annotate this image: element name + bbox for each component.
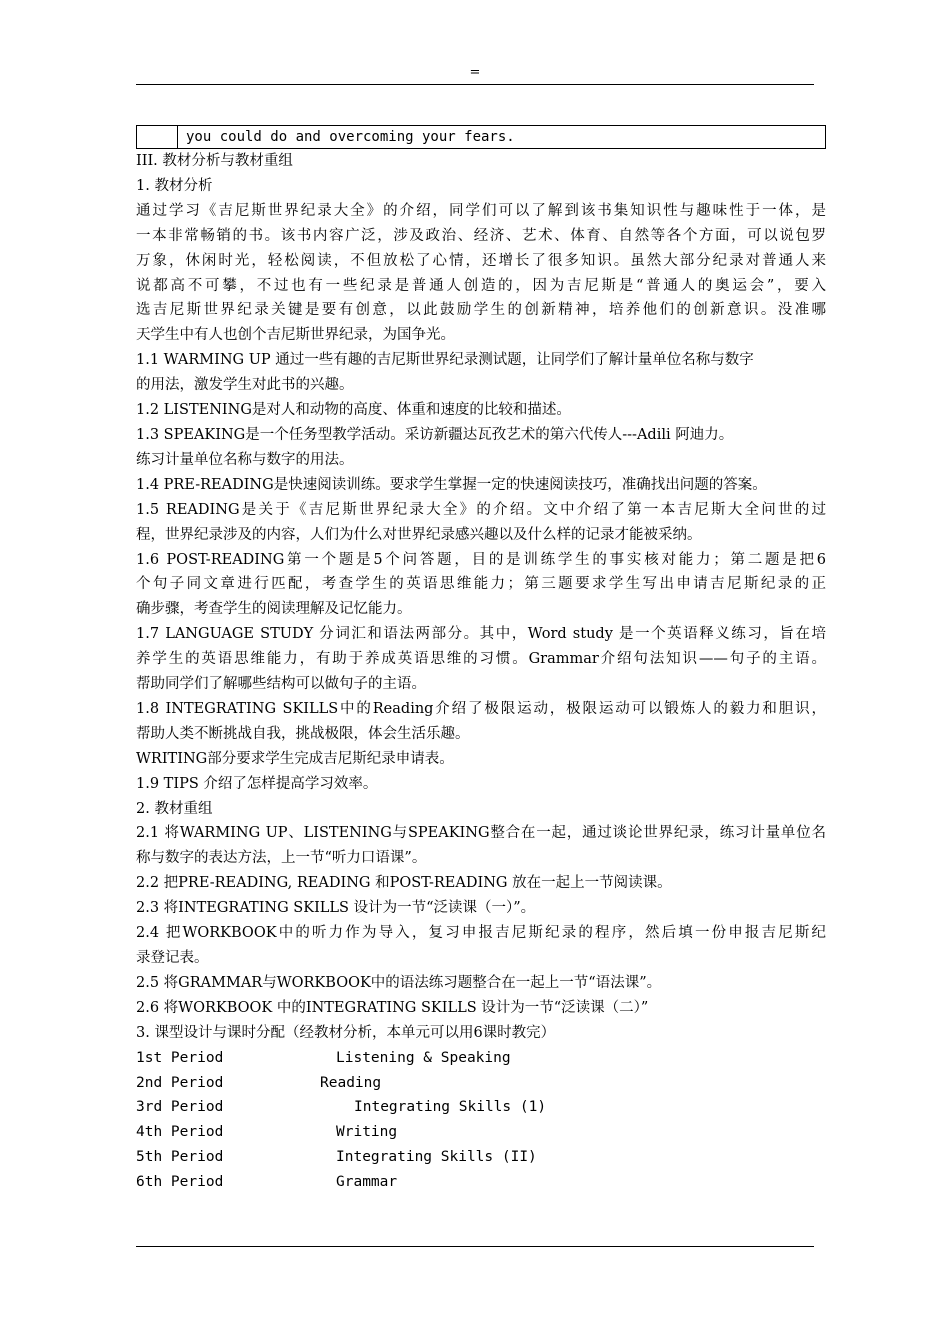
writing-note: WRITING部分要求学生完成吉尼斯纪录申请表。 xyxy=(136,750,454,767)
item-2-5: 2.5 将GRAMMAR与WORKBOOK中的语法练习题整合在一起上一节“语法课”。 xyxy=(136,974,662,991)
period-label: 6th Period xyxy=(136,1174,224,1191)
item-1-2: 1.2 LISTENING是对人和动物的高度、体重和速度的比较和描述。 xyxy=(136,402,571,419)
period-row xyxy=(136,1170,826,1195)
footer-rule xyxy=(136,1246,814,1247)
item-2-6: 2.6 将WORKBOOK 中的INTEGRATING SKILLS 设计为一节“泛读课（二）” xyxy=(136,999,649,1016)
period-row xyxy=(136,1095,826,1120)
intro-line: 说都高不可攀，不过也有一些纪录是普通人创造的，因为吉尼斯是“普通人的奥运会”，要入 xyxy=(136,277,826,294)
item-2-1: 2.1 将WARMING UP、LISTENING与SPEAKING整合在一起，通过谈论世界纪录，练习计量单位名 xyxy=(136,825,826,842)
intro-line: 通过学习《吉尼斯世界纪录大全》的介绍，同学们可以了解到该书集知识性与趣味性于一体，是 xyxy=(136,202,826,219)
item-1-7-cont: 养学生的英语思维能力，有助于养成英语思维的习惯。Grammar介绍句法知识——句子的主语。 xyxy=(136,651,826,668)
period-activity: Integrating Skills (1) xyxy=(354,1099,547,1116)
period-label: 3rd Period xyxy=(136,1099,224,1116)
period-label: 4th Period xyxy=(136,1124,224,1141)
table-cell-text: you could do and overcoming your fears. xyxy=(178,126,826,149)
period-row xyxy=(136,1145,826,1170)
item-2-4: 2.4 把WORKBOOK中的听力作为导入，复习申报吉尼斯纪录的程序，然后填一份申报吉尼斯纪 xyxy=(136,925,826,942)
period-row xyxy=(136,1120,826,1145)
item-1-8-cont: 帮助人类不断挑战自我，挑战极限，体会生活乐趣。 xyxy=(136,725,470,742)
analysis-heading: 1. 教材分析 xyxy=(136,177,213,194)
period-label: 2nd Period xyxy=(136,1074,224,1091)
document-body xyxy=(136,149,826,1195)
item-1-6: 1.6 POST-READING第一个题是5个问答题，目的是训练学生的事实核对能力；第二题是把6 xyxy=(136,551,826,568)
item-1-6-cont: 个句子同文章进行匹配，考查学生的英语思维能力；第三题要求学生写出申请吉尼斯纪录的正 xyxy=(136,576,826,593)
item-1-5: 1.5 READING是关于《吉尼斯世界纪录大全》的介绍。文中介绍了第一本吉尼斯大全问世的过 xyxy=(136,501,826,518)
table-row xyxy=(137,126,826,149)
period-row xyxy=(136,1046,826,1071)
intro-line: 万象，休闲时光，轻松阅读，不但放松了心情，还增长了很多知识。虽然大部分纪录对普通人来 xyxy=(136,252,826,269)
intro-line: 天学生中有人也创个吉尼斯世界纪录，为国争光。 xyxy=(136,327,455,344)
item-1-8: 1.8 INTEGRATING SKILLS中的Reading介绍了极限运动，极限运动可以锻炼人的毅力和胆识， xyxy=(136,700,826,717)
period-activity: Integrating Skills (II) xyxy=(336,1149,537,1166)
table-cell-empty xyxy=(137,126,178,149)
period-activity: Listening & Speaking xyxy=(336,1049,511,1066)
period-activity: Grammar xyxy=(336,1174,398,1191)
regroup-heading: 2. 教材重组 xyxy=(136,800,213,817)
item-2-1-cont: 称与数字的表达方法，上一节“听力口语课”。 xyxy=(136,850,427,867)
item-1-6-cont: 确步骤，考查学生的阅读理解及记忆能力。 xyxy=(136,601,412,618)
item-1-9: 1.9 TIPS 介绍了怎样提高学习效率。 xyxy=(136,775,378,792)
item-1-7-cont: 帮助同学们了解哪些结构可以做句子的主语。 xyxy=(136,676,426,693)
item-2-2: 2.2 把PRE-READING, READING 和POST-READING 放在一起上一节阅读课。 xyxy=(136,875,672,892)
section-heading: III. 教材分析与教材重组 xyxy=(136,153,293,169)
intro-line: 一本非常畅销的书。该书内容广泛，涉及政治、经济、艺术、体育、自然等各个方面，可以说包罗 xyxy=(136,227,826,244)
item-2-4-cont: 录登记表。 xyxy=(136,950,209,966)
item-1-1: 1.1 WARMING UP 通过一些有趣的吉尼斯世界纪录测试题，让同学们了解计量单位名称与数字 xyxy=(136,352,754,369)
item-1-5-cont: 程，世界纪录涉及的内容，人们为什么对世界纪录感兴趣以及什么样的记录才能被采纳。 xyxy=(136,526,702,543)
periods-heading: 3. 课型设计与课时分配（经教材分析，本单元可以用6课时教完） xyxy=(136,1024,556,1041)
page-header-mark: = xyxy=(469,65,481,80)
item-2-3: 2.3 将INTEGRATING SKILLS 设计为一节“泛读课（一）”。 xyxy=(136,900,536,917)
item-1-4: 1.4 PRE-READING是快速阅读训练。要求学生掌握一定的快速阅读技巧，准确找出问题的答案。 xyxy=(136,476,767,493)
period-label: 1st Period xyxy=(136,1049,224,1066)
item-1-3-cont: 练习计量单位名称与数字的用法。 xyxy=(136,451,354,468)
period-row xyxy=(136,1071,826,1096)
period-activity: Writing xyxy=(336,1124,398,1141)
continued-table xyxy=(136,125,826,149)
item-1-3: 1.3 SPEAKING是一个任务型教学活动。采访新疆达瓦孜艺术的第六代传人---Adili 阿迪力。 xyxy=(136,426,734,443)
period-activity: Reading xyxy=(320,1074,382,1091)
item-1-7: 1.7 LANGUAGE STUDY 分词汇和语法两部分。其中，Word study 是一个英语释义练习，旨在培 xyxy=(136,626,826,643)
period-label: 5th Period xyxy=(136,1149,224,1166)
intro-line: 选吉尼斯世界纪录关键是要有创意，以此鼓励学生的创新精神，培养他们的创新意识。没准哪 xyxy=(136,302,826,319)
header-rule xyxy=(136,84,814,85)
item-1-1-cont: 的用法，激发学生对此书的兴趣。 xyxy=(136,377,354,394)
